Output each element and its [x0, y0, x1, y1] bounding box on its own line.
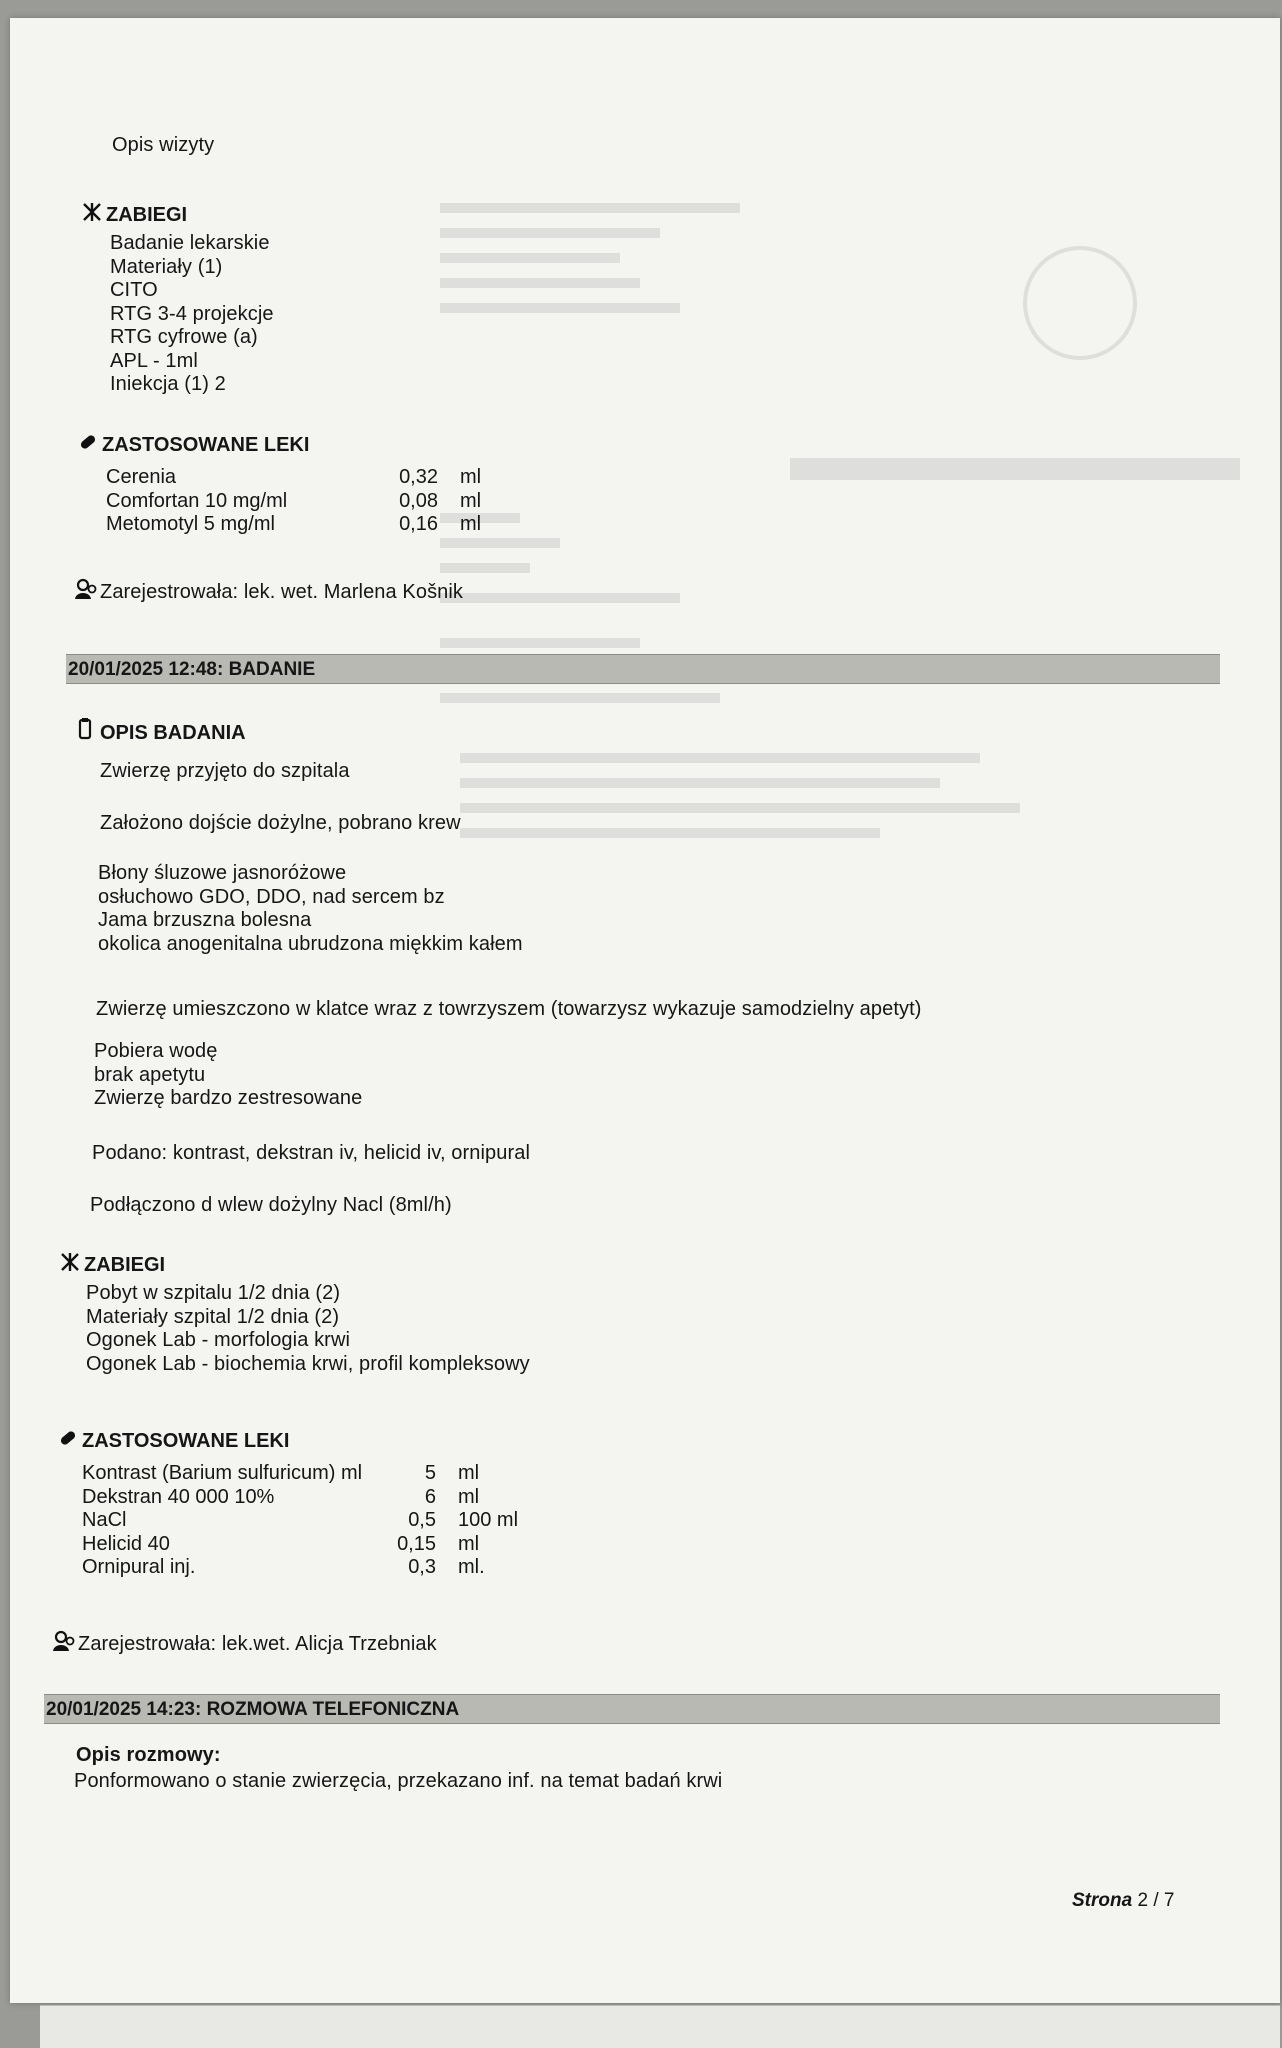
procedure-item: RTG cyfrowe (a) — [110, 326, 258, 348]
procedure-item: Ogonek Lab - morfologia krwi — [86, 1329, 351, 1351]
medications-heading — [58, 1428, 289, 1454]
table-row — [82, 1462, 518, 1486]
medications-title: ZASTOSOWANE LEKI — [82, 1430, 290, 1452]
procedure-item: CITO — [110, 279, 158, 301]
pill-icon — [58, 1428, 80, 1454]
page-title: Opis wizyty — [112, 134, 215, 156]
drug-name: Cerenia — [106, 466, 177, 488]
drug-unit: ml — [460, 466, 482, 488]
medications-title: ZASTOSOWANE LEKI — [102, 434, 310, 456]
procedures-title: ZABIEGI — [84, 1254, 166, 1276]
drug-name: Ornipural inj. — [82, 1556, 196, 1578]
page-label: Strona — [1072, 1890, 1133, 1911]
procedure-item: APL - 1ml — [110, 349, 198, 372]
exam-note: osłuchowo GDO, DDO, nad sercem bz — [98, 885, 445, 908]
user-icon — [74, 578, 100, 606]
procedures-list — [86, 1282, 530, 1376]
pill-icon — [78, 432, 100, 458]
drug-dose: 0,32 — [399, 466, 438, 488]
procedures-heading — [82, 202, 187, 228]
drug-dose: 0,08 — [399, 489, 438, 512]
drug-name: NaCl — [82, 1509, 127, 1531]
table-row — [82, 1533, 518, 1557]
page-total: / 7 — [1153, 1890, 1175, 1911]
reverse-side-bleed — [420, 193, 1240, 873]
drug-unit: ml — [460, 489, 482, 512]
drug-name: Helicid 40 — [82, 1532, 170, 1555]
registered-by — [52, 1630, 437, 1658]
exam-note: Podano: kontrast, dekstran iv, helicid iv, ornipural — [92, 1142, 531, 1164]
entry-header-bar — [44, 1694, 1220, 1724]
procedure-item: Pobyt w szpitalu 1/2 dnia (2) — [86, 1282, 341, 1304]
procedure-item: Iniekcja (1) 2 — [110, 373, 226, 395]
procedures-icon — [82, 202, 104, 228]
call-description-label: Opis rozmowy: — [76, 1744, 221, 1766]
drug-dose: 0,5 — [408, 1509, 436, 1531]
procedure-item: Materiały (1) — [110, 255, 223, 278]
drug-unit: ml. — [458, 1556, 485, 1578]
exam-note: brak apetytu — [94, 1063, 206, 1086]
exam-note: Zwierzę przyjęto do szpitala — [100, 760, 350, 782]
table-row — [106, 466, 481, 490]
drug-dose: 0,15 — [397, 1532, 436, 1555]
entry-heading: 20/01/2025 14:23: ROZMOWA TELEFONICZNA — [46, 1699, 460, 1720]
registered-text: Zarejestrowała: lek.wet. Alicja Trzebniak — [78, 1633, 437, 1655]
procedure-item: Badanie lekarskie — [110, 232, 270, 254]
procedure-item: RTG 3-4 projekcje — [110, 302, 274, 325]
exam-description-title: OPIS BADANIA — [100, 722, 246, 744]
exam-note: Pobiera wodę — [94, 1040, 218, 1062]
drug-unit: ml — [458, 1462, 480, 1484]
medications-table — [82, 1462, 518, 1580]
registered-by — [74, 578, 463, 606]
exam-note: Założono dojście dożylne, pobrano krew — [100, 812, 461, 834]
table-row — [82, 1486, 518, 1510]
drug-name: Comfortan 10 mg/ml — [106, 489, 288, 512]
exam-note: okolica anogenitalna ubrudzona miękkim kałem — [98, 932, 523, 955]
clipboard-icon — [76, 718, 98, 746]
drug-dose: 6 — [424, 1485, 436, 1508]
page-number — [1072, 1890, 1174, 1912]
underlying-page-edge — [40, 2005, 1280, 2048]
procedures-heading — [60, 1252, 165, 1278]
drug-dose: 5 — [424, 1462, 436, 1484]
procedures-icon — [60, 1252, 82, 1278]
medications-heading — [78, 432, 309, 458]
exam-description-heading — [76, 718, 246, 746]
bleed-marks — [420, 193, 1240, 873]
exam-note: Zwierzę umieszczono w klatce wraz z towrzyszem (towarzysz wykazuje samodzielny apetyt) — [96, 998, 922, 1020]
drug-unit: ml — [458, 1532, 480, 1555]
user-icon — [52, 1630, 78, 1658]
exam-note: Podłączono d wlew dożylny Nacl (8ml/h) — [90, 1194, 452, 1216]
drug-dose: 0,16 — [399, 513, 438, 535]
entry-header-bar — [66, 654, 1220, 684]
page-current: 2 — [1137, 1890, 1149, 1911]
procedure-item: Materiały szpital 1/2 dnia (2) — [86, 1305, 340, 1328]
call-description-text: Ponformowano o stanie zwierzęcia, przekazano inf. na temat badań krwi — [74, 1770, 723, 1792]
drug-name: Kontrast (Barium sulfuricum) ml — [82, 1462, 363, 1484]
table-row — [106, 490, 481, 514]
procedures-list — [110, 232, 274, 397]
exam-note: Zwierzę bardzo zestresowane — [94, 1087, 363, 1109]
drug-unit: ml — [460, 513, 482, 535]
drug-name: Dekstran 40 000 10% — [82, 1485, 275, 1508]
medications-table — [106, 466, 481, 537]
exam-findings — [98, 862, 523, 956]
entry-heading: 20/01/2025 12:48: BADANIE — [68, 659, 316, 680]
exam-note: Jama brzuszna bolesna — [98, 909, 312, 931]
drug-unit: ml — [458, 1485, 480, 1508]
table-row — [82, 1556, 518, 1580]
procedures-title: ZABIEGI — [106, 204, 188, 226]
table-row — [82, 1509, 518, 1533]
table-row — [106, 513, 481, 537]
drug-dose: 0,3 — [408, 1556, 436, 1578]
registered-text: Zarejestrowała: lek. wet. Marlena Košnik — [100, 581, 464, 603]
drug-name: Metomotyl 5 mg/ml — [106, 513, 275, 535]
document-page — [10, 18, 1280, 2003]
exam-note: Błony śluzowe jasnoróżowe — [98, 862, 347, 884]
drug-unit: 100 ml — [458, 1509, 519, 1531]
procedure-item: Ogonek Lab - biochemia krwi, profil kompleksowy — [86, 1352, 530, 1375]
exam-status — [94, 1040, 362, 1111]
